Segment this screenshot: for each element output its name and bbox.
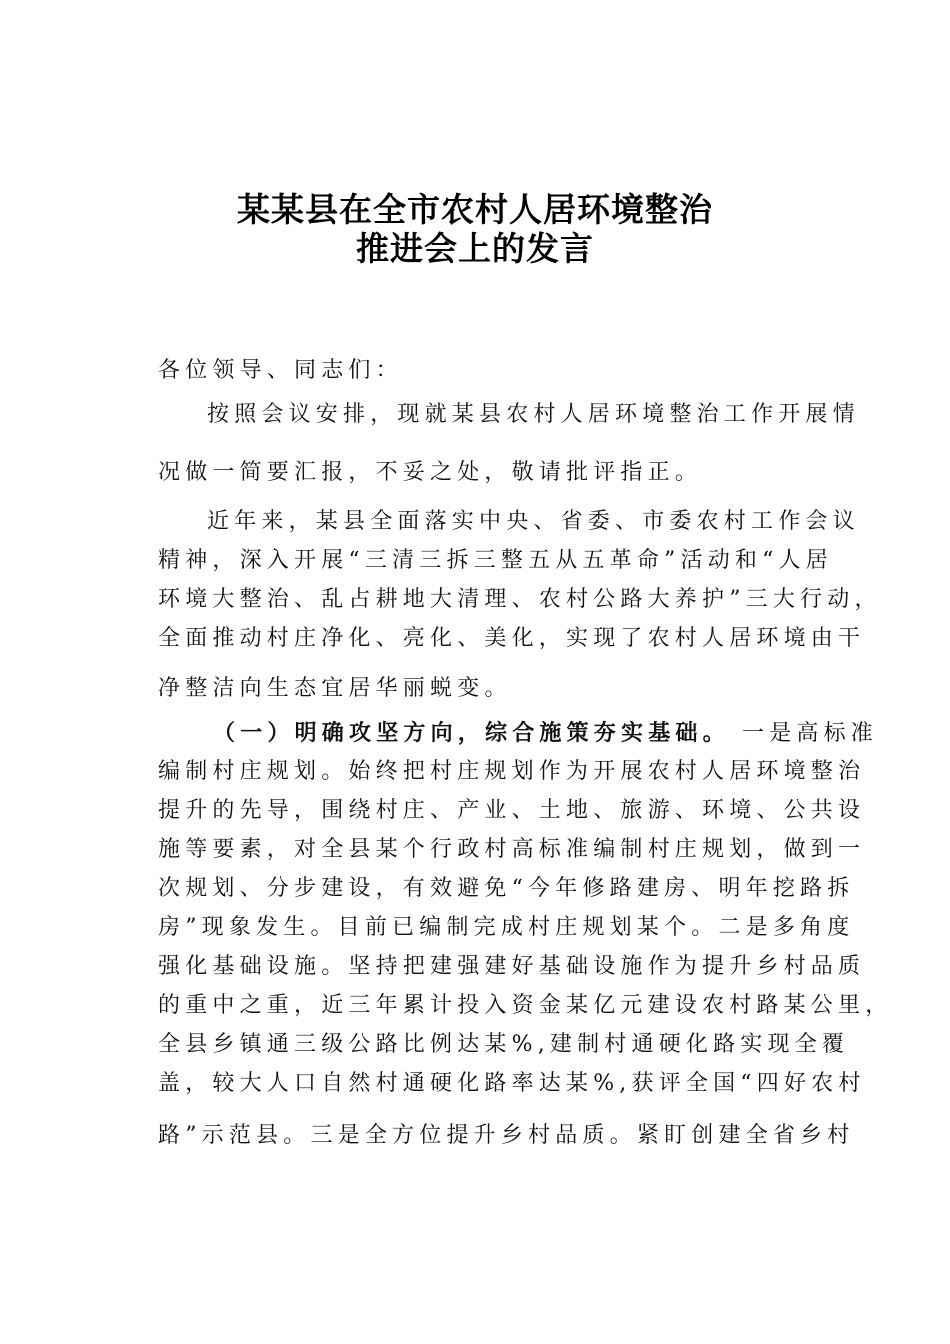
section-1-first-text: 一是高标准 bbox=[729, 721, 879, 746]
salutation: 各位领导、同志们： bbox=[158, 358, 403, 383]
section-1-heading: （一）明确攻坚方向，综合施策夯实基础。 bbox=[213, 720, 730, 746]
document-title-line-2: 推进会上的发言 bbox=[356, 229, 594, 268]
paragraph-line: 净整洁向生态宜居华丽蜕变。 bbox=[158, 676, 512, 701]
paragraph-line: 施等要素，对全县某个行政村高标准编制村庄规划，做到一 bbox=[158, 837, 866, 862]
section-1-first-line bbox=[213, 718, 893, 749]
paragraph-line: 精神，深入开展“三清三拆三整五从五革命”活动和“人居 bbox=[158, 548, 833, 573]
paragraph-line: 房”现象发生。目前已编制完成村庄规划某个。二是多角度 bbox=[158, 915, 855, 940]
paragraph-line: 次规划、分步建设，有效避免“今年修路建房、明年挖路拆 bbox=[158, 876, 855, 901]
paragraph-line: 全县乡镇通三级公路比例达某%,建制村通硬化路实现全覆 bbox=[158, 1032, 850, 1057]
paragraph-line: 按照会议安排，现就某县农村人居环境整治工作开展情 bbox=[207, 402, 860, 427]
document-title-line-1: 某某县在全市农村人居环境整治 bbox=[237, 190, 713, 229]
paragraph-line: 盖，较大人口自然村通硬化路率达某%,获评全国“四好农村 bbox=[158, 1071, 866, 1096]
paragraph-line: 编制村庄规划。始终把村庄规划作为开展农村人居环境整治 bbox=[158, 759, 866, 784]
paragraph-line: 环境大整治、乱占耕地大清理、农村公路大养护”三大行动， bbox=[158, 587, 882, 612]
paragraph-line: 提升的先导，围绕村庄、产业、土地、旅游、环境、公共设 bbox=[158, 798, 866, 823]
paragraph-line: 的重中之重，近三年累计投入资金某亿元建设农村路某公里， bbox=[158, 993, 893, 1018]
paragraph-line: 强化基础设施。坚持把建强建好基础设施作为提升乡村品质 bbox=[158, 954, 866, 979]
paragraph-line: 近年来，某县全面落实中央、省委、市委农村工作会议 bbox=[207, 509, 860, 534]
paragraph-line: 况做一简要汇报，不妥之处，敬请批评指正。 bbox=[158, 460, 703, 485]
paragraph-line: 路”示范县。三是全方位提升乡村品质。紧盯创建全省乡村 bbox=[158, 1123, 855, 1148]
paragraph-line: 全面推动村庄净化、亮化、美化，实现了农村人居环境由干 bbox=[158, 626, 866, 651]
